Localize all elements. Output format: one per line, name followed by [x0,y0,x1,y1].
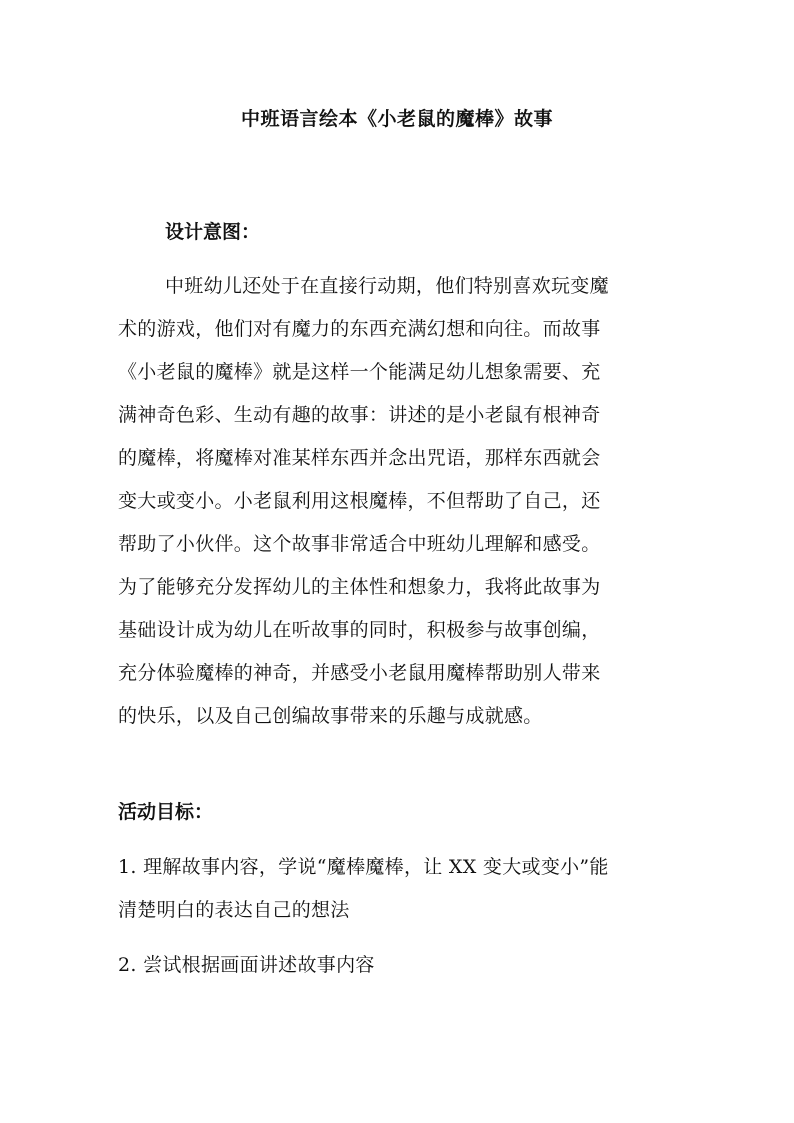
goal-line-3: 2. 尝试根据画面讲述故事内容 [118,954,375,976]
design-line-9: 基础设计成为幼儿在听故事的同时，积极参与故事创编， [118,619,601,641]
design-line-8: 为了能够充分发挥幼儿的主体性和想象力，我将此故事为 [118,576,601,598]
design-line-11: 的快乐，以及自己创编故事带来的乐趣与成就感。 [118,705,543,727]
design-line-3: 《小老鼠的魔棒》就是这样一个能满足幼儿想象需要、充 [118,361,601,383]
design-line-6: 变大或变小。小老鼠利用这根魔棒，不但帮助了自己，还 [118,490,601,512]
design-line-1: 中班幼儿还处于在直接行动期，他们特别喜欢玩变魔 [165,275,609,297]
goal-line-1: 1. 理解故事内容，学说“魔棒魔棒，让 XX 变大或变小”能 [118,856,609,878]
activity-goals-heading: 活动目标： [118,801,214,823]
design-line-10: 充分体验魔棒的神奇，并感受小老鼠用魔棒帮助别人带来 [118,662,601,684]
document-title: 中班语言绘本《小老鼠的魔棒》故事 [240,108,553,130]
design-line-5: 的魔棒，将魔棒对准某样东西并念出咒语，那样东西就会 [118,447,601,469]
goal-line-2: 清楚明白的表达自己的想法 [118,899,350,921]
design-line-7: 帮助了小伙伴。这个故事非常适合中班幼儿理解和感受。 [118,533,601,555]
design-intent-heading: 设计意图： [165,221,261,243]
design-line-4: 满神奇色彩、生动有趣的故事：讲述的是小老鼠有根神奇 [118,404,601,426]
design-line-2: 术的游戏，他们对有魔力的东西充满幻想和向往。而故事 [118,318,601,340]
